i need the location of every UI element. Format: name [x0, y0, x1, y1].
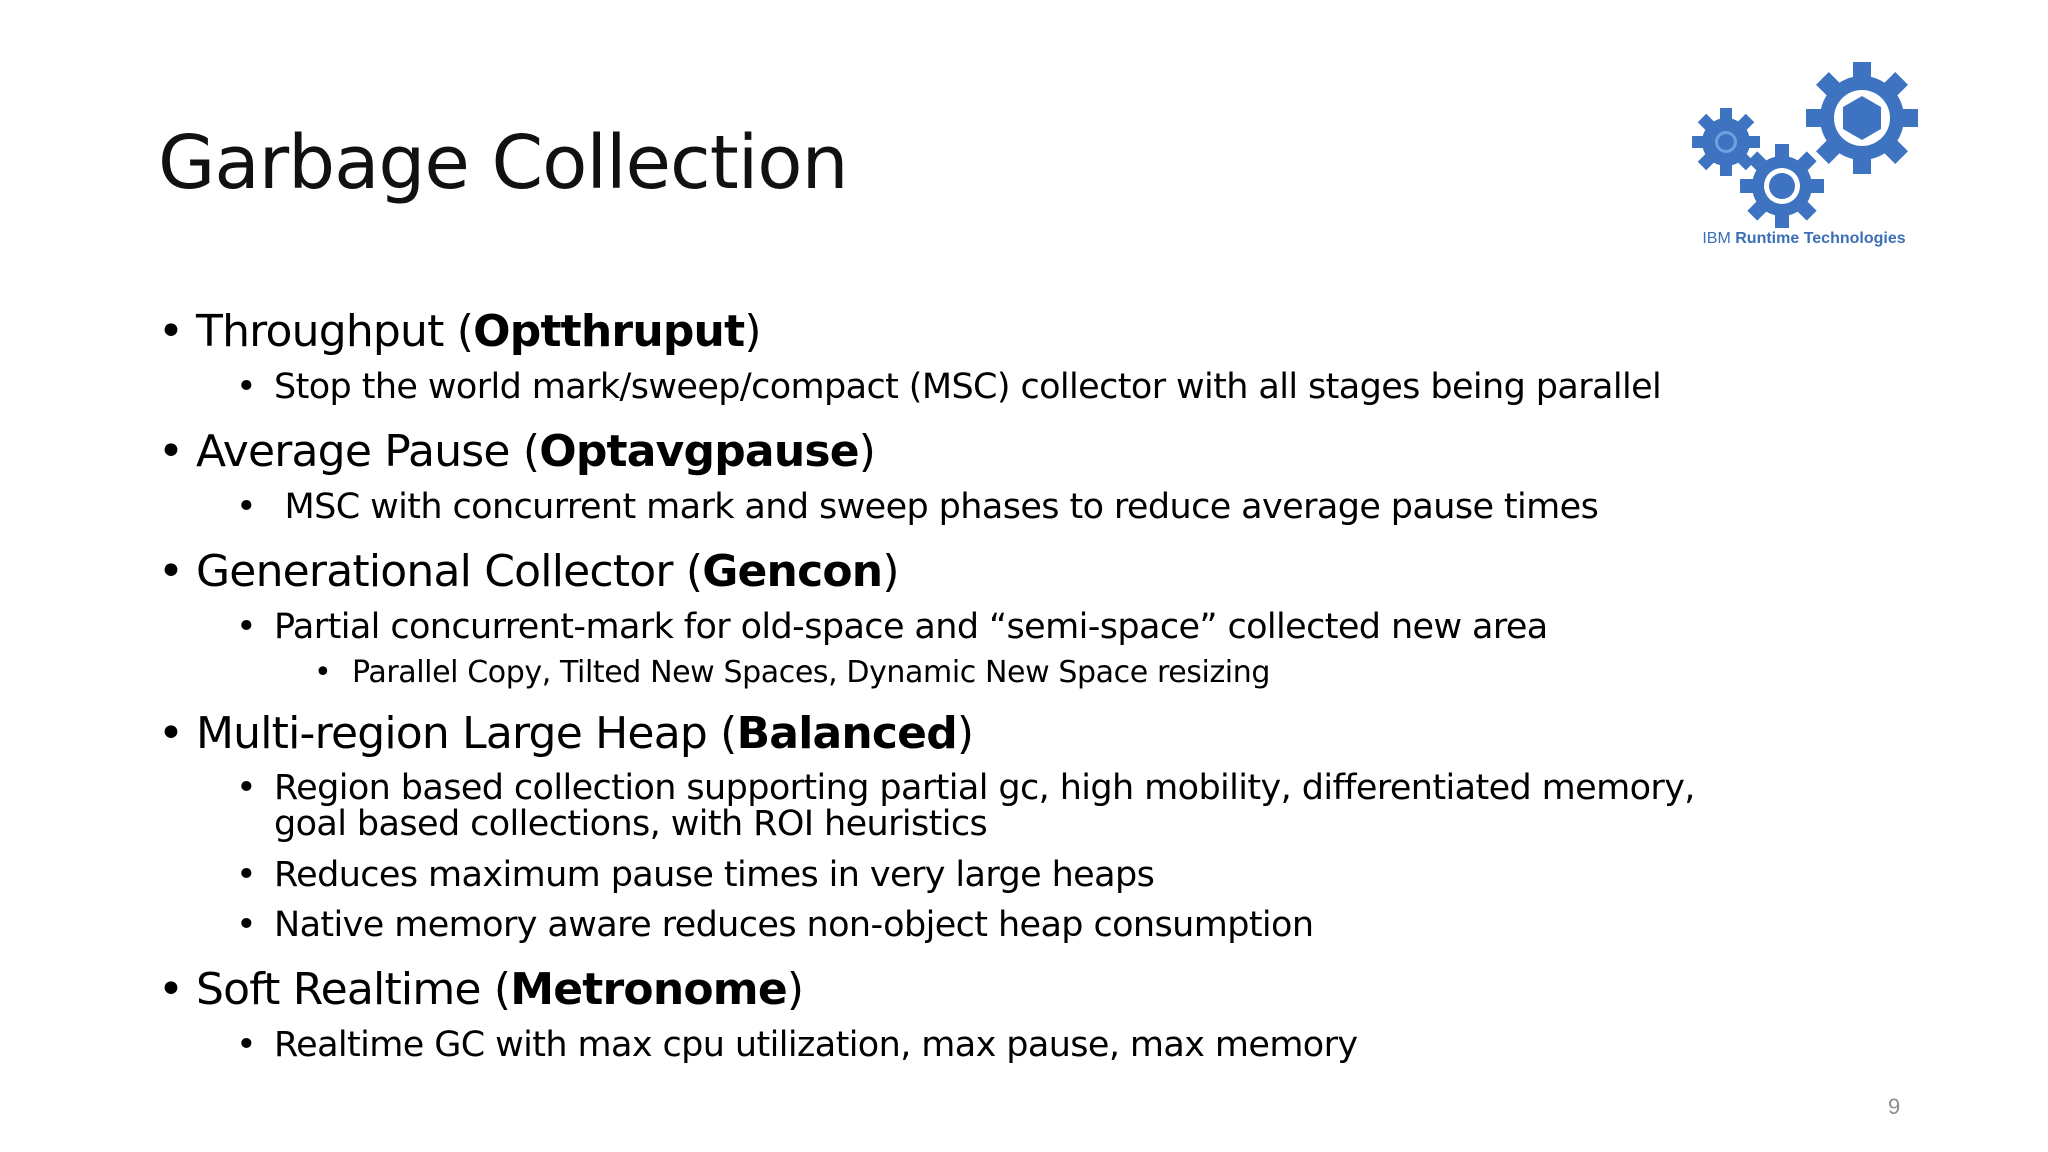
bullet-glyph: • [236, 367, 257, 407]
sub-bullet: • Partial concurrent-mark for old-space and “semi-space” collected new area [236, 602, 1958, 652]
bullet-glyph: • [158, 708, 184, 759]
ibm-runtime-logo [1688, 58, 1920, 254]
policy-name: Optthruput [473, 306, 745, 357]
policy-name: Metronome [510, 964, 787, 1015]
sub-bullet: • Realtime GC with max cpu utilization, max pause, max memory [236, 1020, 1958, 1070]
bullet-glyph: • [158, 964, 184, 1015]
bullet-glyph: • [158, 306, 184, 357]
bullet-glyph: • [236, 905, 257, 945]
bullet-balanced: • Multi-region Large Heap (Balanced) [158, 704, 1958, 764]
sub-bullet: • Stop the world mark/sweep/compact (MSC) collector with all stages being parallel [236, 362, 1958, 412]
bullet-glyph: • [236, 855, 257, 895]
sub-bullet: • Native memory aware reduces non-object heap consumption [236, 900, 1958, 950]
sub-bullet: • Reduces maximum pause times in very large heaps [236, 850, 1958, 900]
logo-text [1688, 230, 1920, 248]
bullet-metronome: • Soft Realtime (Metronome) [158, 960, 1958, 1020]
bullet-glyph: • [314, 655, 332, 690]
policy-name: Gencon [702, 546, 883, 597]
bullet-glyph: • [158, 426, 184, 477]
gears-icon [1688, 58, 1920, 228]
logo-text-prefix: IBM [1702, 230, 1731, 247]
logo-text-bold: Runtime Technologies [1735, 230, 1906, 247]
bullet-glyph: • [236, 1025, 257, 1065]
bullet-generational: • Generational Collector (Gencon) [158, 542, 1958, 602]
bullet-list [158, 302, 1958, 1070]
policy-name: Optavgpause [539, 426, 859, 477]
bullet-glyph: • [158, 546, 184, 597]
bullet-average-pause: • Average Pause (Optavgpause) [158, 422, 1958, 482]
sub-bullet: • MSC with concurrent mark and sweep phases to reduce average pause times [236, 482, 1958, 532]
sub-bullet: • Region based collection supporting partial gc, high mobility, differentiated memory, goal based collections, with ROI heuristics [236, 768, 1695, 844]
bullet-glyph: • [236, 768, 257, 808]
slide-title: Garbage Collection [158, 120, 848, 206]
policy-name: Balanced [736, 708, 957, 759]
bullet-glyph: • [236, 607, 257, 647]
sub-sub-bullet: • Parallel Copy, Tilted New Spaces, Dynamic New Space resizing [314, 652, 1958, 694]
page-number: 9 [1888, 1094, 1901, 1119]
bullet-glyph: • [236, 487, 257, 527]
bullet-throughput: • Throughput (Optthruput) [158, 302, 1958, 362]
